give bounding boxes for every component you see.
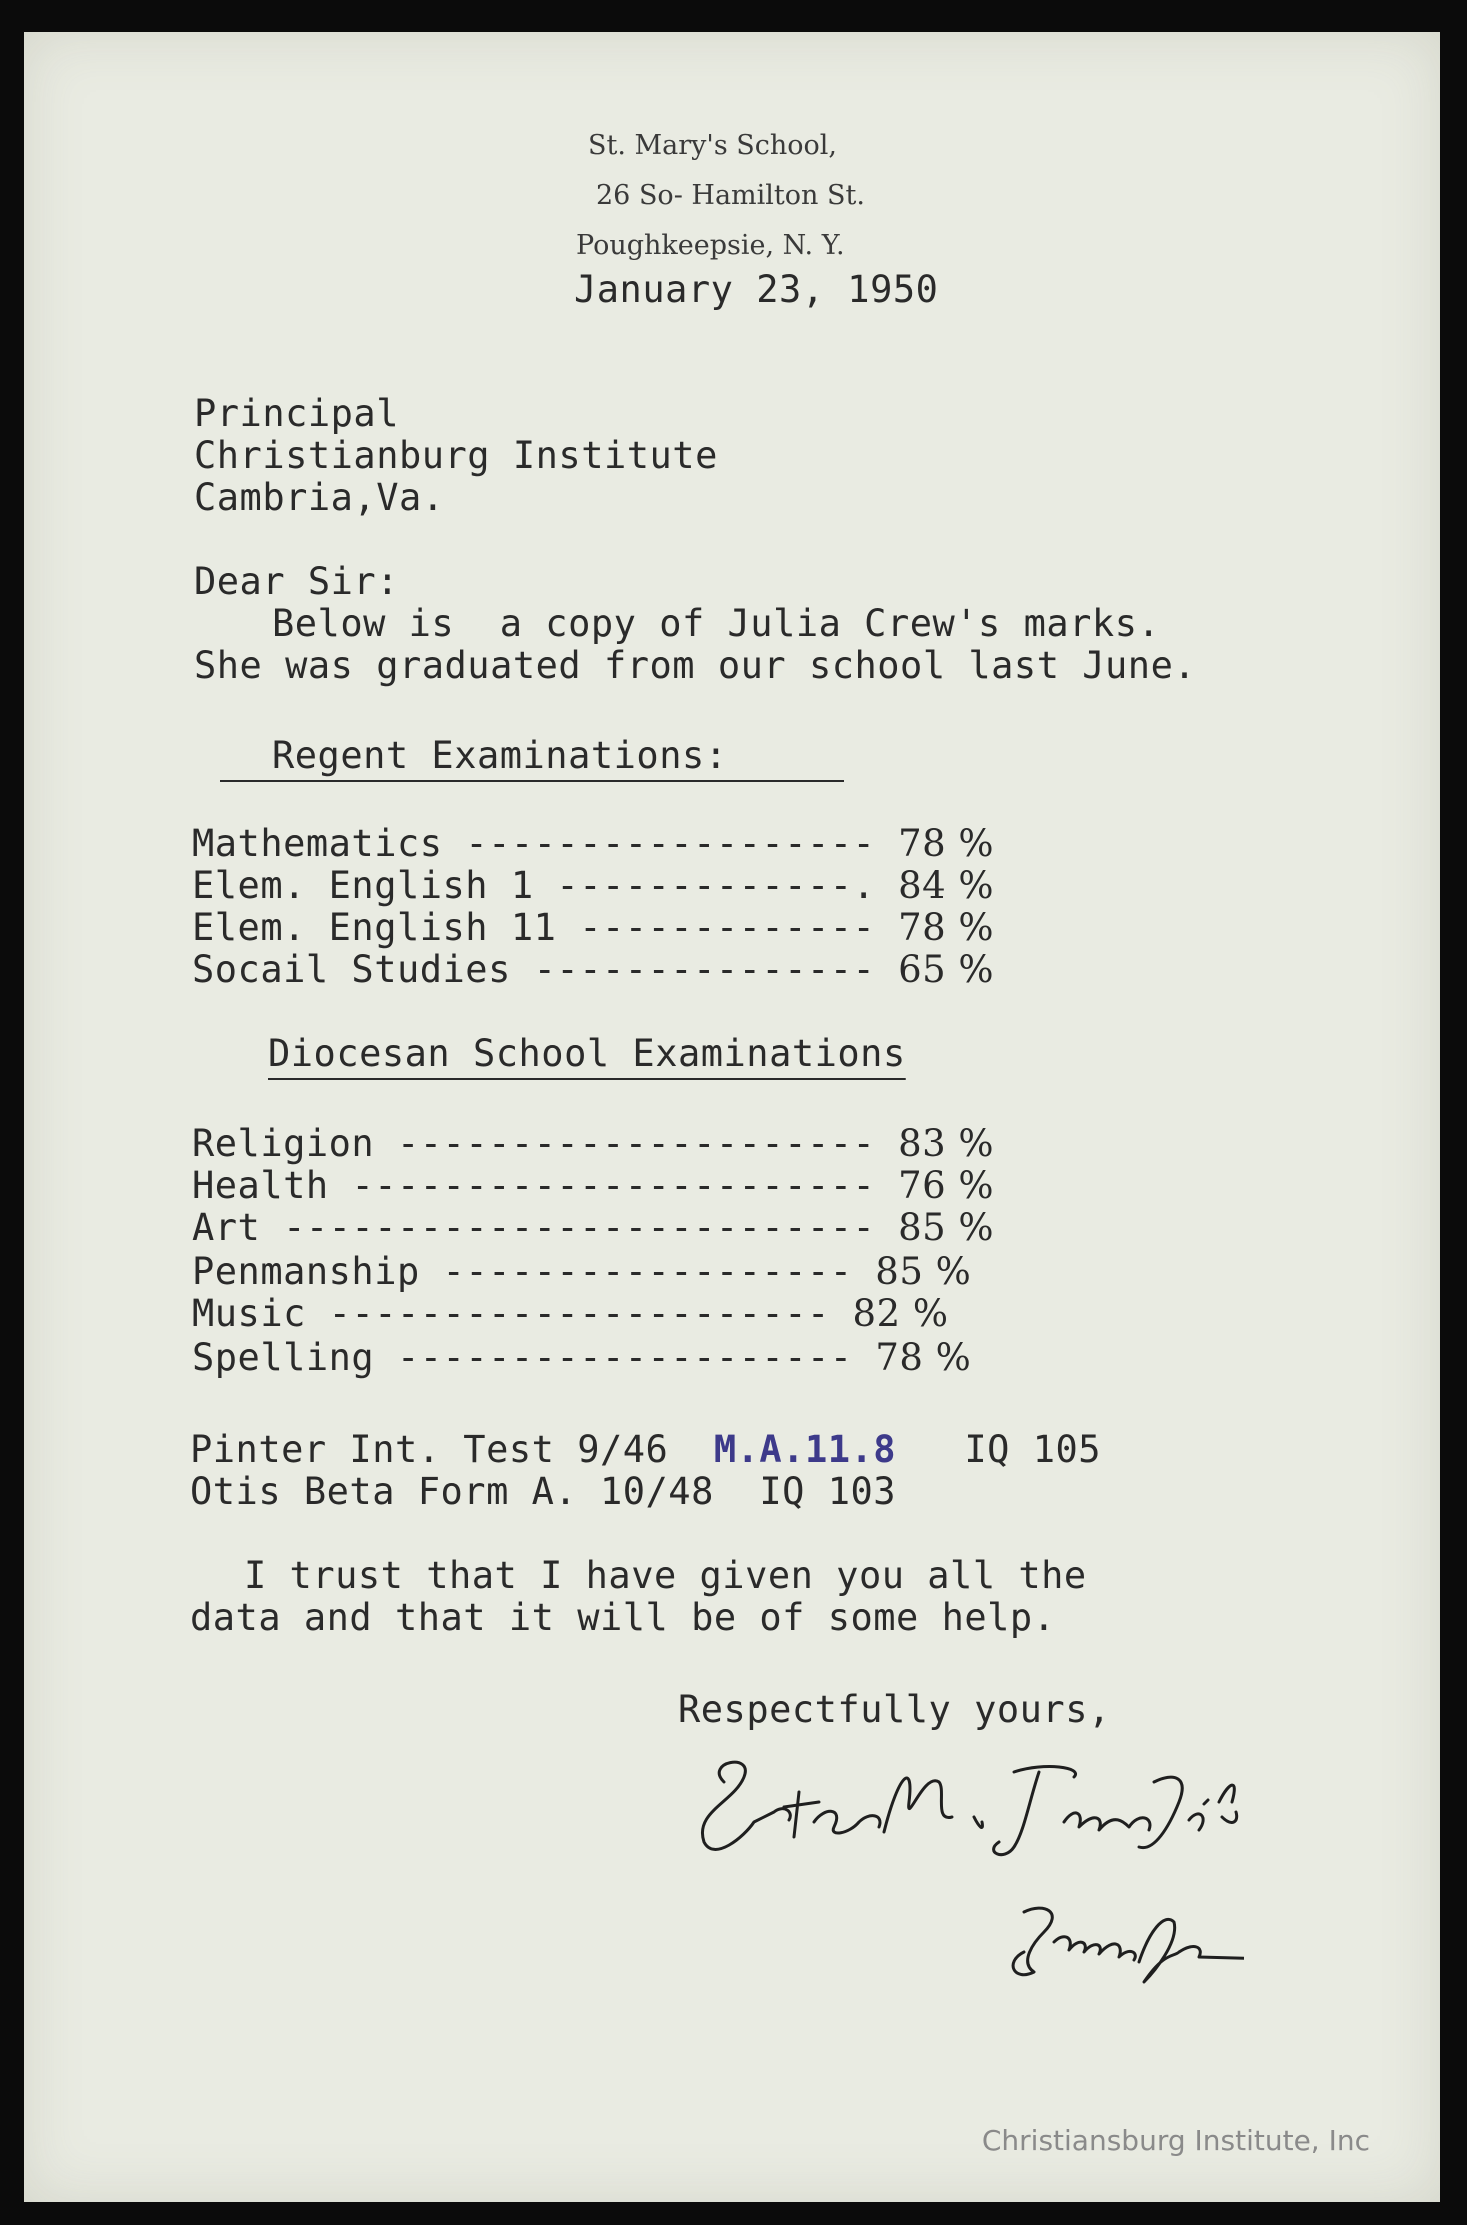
letter-date: January 23, 1950 xyxy=(574,268,939,311)
handwritten-signature xyxy=(684,1742,1244,2022)
diocesan-row: Penmanship ------------------ 85 % xyxy=(192,1250,972,1293)
regents-row: Elem. English 1 -------------. 84 % xyxy=(192,864,995,907)
intro-line-2: She was graduated from our school last June. xyxy=(194,644,1197,687)
letterhead-street: 26 So- Hamilton St. xyxy=(596,180,865,211)
closing-line-1: I trust that I have given you all the xyxy=(244,1554,1087,1597)
pinter-test-line: Pinter Int. Test 9/46 M.A.11.8 IQ 105 xyxy=(190,1428,1102,1471)
closing-line-2: data and that it will be of some help. xyxy=(190,1596,1056,1639)
letterhead-city: Poughkeepsie, N. Y. xyxy=(576,230,845,261)
intro-line-1: Below is a copy of Julia Crew's marks. xyxy=(272,602,1161,645)
regents-row: Mathematics ------------------ 78 % xyxy=(192,822,995,865)
archive-watermark: Christiansburg Institute, Inc xyxy=(981,2124,1370,2157)
diocesan-heading: Diocesan School Examinations xyxy=(268,1032,906,1075)
letter-page xyxy=(24,32,1440,2202)
regents-underline xyxy=(220,780,844,782)
otis-test-line: Otis Beta Form A. 10/48 IQ 103 xyxy=(190,1470,897,1513)
mental-age: M.A.11.8 xyxy=(713,1428,897,1471)
diocesan-row: Religion --------------------- 83 % xyxy=(192,1122,995,1165)
signoff: Respectfully yours, xyxy=(678,1688,1111,1731)
diocesan-row: Spelling -------------------- 78 % xyxy=(192,1336,972,1379)
diocesan-row: Art -------------------------- 85 % xyxy=(192,1206,995,1249)
diocesan-row: Health ----------------------- 76 % xyxy=(192,1164,995,1207)
regents-row: Elem. English 11 ------------- 78 % xyxy=(192,906,995,949)
regents-row: Socail Studies --------------- 65 % xyxy=(192,948,995,991)
regents-heading: Regent Examinations: xyxy=(272,734,728,777)
letterhead-school: St. Mary's School, xyxy=(588,130,838,161)
recipient-title: Principal xyxy=(194,392,399,435)
recipient-institution: Christianburg Institute xyxy=(194,434,718,477)
salutation: Dear Sir: xyxy=(194,560,399,603)
recipient-location: Cambria,Va. xyxy=(194,476,445,519)
diocesan-row: Music ---------------------- 82 % xyxy=(192,1292,949,1335)
